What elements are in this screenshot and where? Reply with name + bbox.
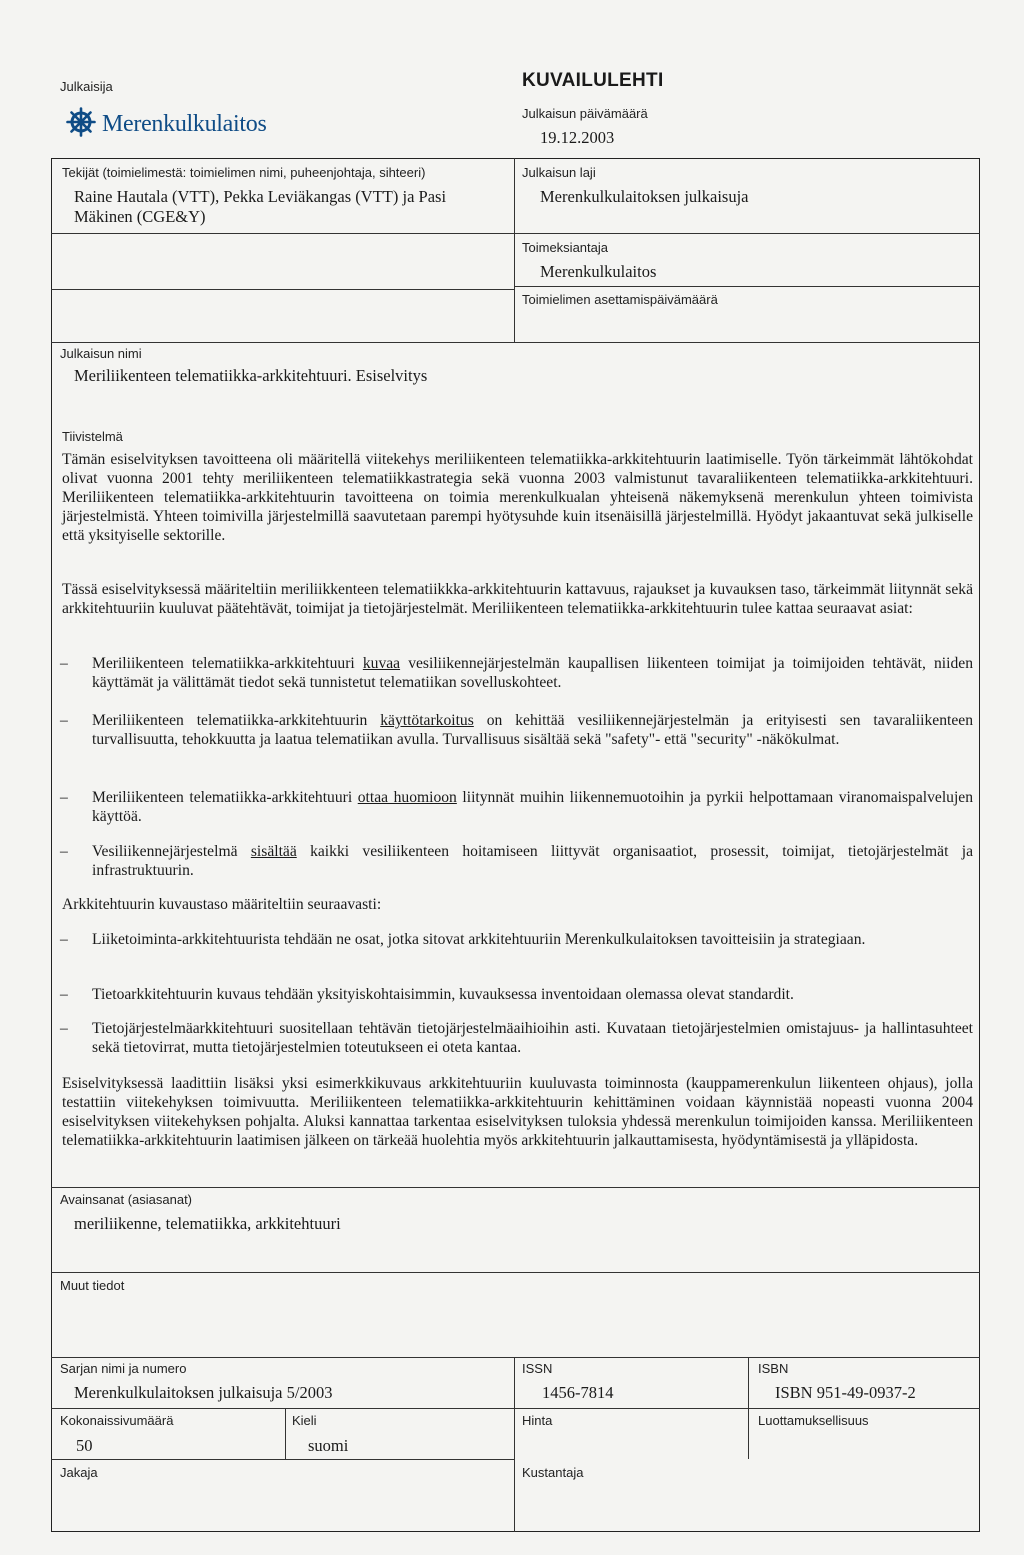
authors-value: Raine Hautala (VTT), Pekka Leviäkangas (VTT) ja Pasi Mäkinen (CGE&Y) xyxy=(74,187,447,226)
list-item: – Liiketoiminta-arkkitehtuurista tehdään ne osat, jotka sitovat arkkitehtuuriin Merenkulkulaitoksen tavoitteisiin ja strategiaan. xyxy=(60,931,866,948)
list-item: – Meriliikenteen telematiikka-arkkitehtuurin käyttötarkoitus on kehittää vesiliikennejärjestelmän ja erityisesti sen tavaraliikenteen turvallisuutta, tehokkuutta ja laatua telematiikan avulla. Turvallisuus sisältää sekä "safety"- että "security" -näkökulmat. xyxy=(60,712,974,748)
pub-date-value: 19.12.2003 xyxy=(540,128,615,147)
pages-label: Kokonaissivumäärä xyxy=(60,1413,174,1428)
publisher-label: Julkaisija xyxy=(60,79,113,94)
divider xyxy=(51,289,514,290)
divider xyxy=(51,1459,514,1460)
publisher-logo xyxy=(66,107,267,142)
title-value: Meriliikenteen telematiikka-arkkitehtuuri. Esiselvitys xyxy=(74,366,428,385)
distributor-label: Jakaja xyxy=(60,1465,98,1480)
pages-value: 50 xyxy=(76,1436,93,1455)
divider xyxy=(51,1187,980,1188)
title-label: Julkaisun nimi xyxy=(60,346,142,361)
publisher-logo-text: Merenkulkulaitos xyxy=(102,111,267,137)
divider xyxy=(51,342,980,343)
list-item: – Meriliikenteen telematiikka-arkkitehtuuri kuvaa vesiliikennejärjestelmän kaupallisen liikenteen toimijat ja toimijoiden tehtävät, niiden käyttämät ja välittämät tiedot sekä tunnistetut telematiikan sovelluskohteet. xyxy=(60,655,973,691)
isbn-label: ISBN xyxy=(758,1361,789,1376)
list-item: – Tietoarkkitehtuurin kuvaus tehdään yksityiskohtaisimmin, kuvauksessa inventoidaan olemassa olevat standardit. xyxy=(60,986,794,1003)
list-item: – Tietojärjestelmäarkkitehtuuri suositellaan tehtävän tietojärjestelmäaihioihin asti. Kuvataan tietojärjestelmien omistajuus- ja hallintasuhteet sekä tietovirrat, mutta tietojärjestelmien toteutukseen ei oteta kantaa. xyxy=(60,1020,973,1056)
list-item: – Meriliikenteen telematiikka-arkkitehtuuri ottaa huomioon liitynnät muihin liikennemuotoihin ja pyrkii helpottamaan viranomaispalvelujen käyttöä. xyxy=(60,789,973,825)
series-label: Sarjan nimi ja numero xyxy=(60,1361,187,1376)
issn-value: 1456-7814 xyxy=(542,1383,614,1402)
divider xyxy=(514,233,980,234)
series-value: Merenkulkulaitoksen julkaisuja 5/2003 xyxy=(74,1383,333,1402)
pub-type-value: Merenkulkulaitoksen julkaisuja xyxy=(540,187,749,206)
abstract-paragraph-3: Arkkitehtuurin kuvaustaso määriteltiin seuraavasti: xyxy=(62,896,382,913)
divider xyxy=(514,158,515,342)
authors-label: Tekijät (toimielimestä: toimielimen nimi, puheenjohtaja, sihteeri) xyxy=(62,165,426,180)
divider xyxy=(285,1408,286,1459)
other-info-label: Muut tiedot xyxy=(60,1278,125,1293)
issn-label: ISSN xyxy=(522,1361,553,1376)
price-label: Hinta xyxy=(522,1413,553,1428)
list-item: – Vesiliikennejärjestelmä sisältää kaikki vesiliikenteen hoitamiseen liittyvät organisaatiot, prosessit, toimijat, tietojärjestelmät ja infrastruktuurin. xyxy=(60,843,974,879)
keywords-label: Avainsanat (asiasanat) xyxy=(60,1192,193,1207)
abstract-paragraph-1: Tämän esiselvityksen tavoitteena oli määritellä viitekehys meriliikenteen telematiikka-arkkitehtuurin laatimiselle. Työn tärkeimmät lähtökohdat olivat vuonna 2001 tehty meriliikenteen telematiikkastrategia sekä vuonna 2003 valmistunut tavaraliikenteen telematiikka-arkkitehtuuri. Meriliikenteen telematiikka-arkkitehtuurin tavoitteena on toimia merenkulkualan yhteisenä näkemyksenä merenkulun yhteen toimivista järjestelmistä. Yhteen toimivilla järjestelmillä saavutetaan parempi hyötysuhde kuin itsenäisillä järjestelmillä. Hyödyt jakaantuvat sekä julkiselle että yksityiselle sektorille. xyxy=(62,451,973,544)
keywords-value: meriliikenne, telematiikka, arkkitehtuuri xyxy=(74,1214,341,1233)
divider xyxy=(51,1357,980,1358)
commissioner-value: Merenkulkulaitos xyxy=(540,262,657,281)
divider xyxy=(51,233,514,234)
divider xyxy=(514,1357,515,1532)
language-label: Kieli xyxy=(292,1413,317,1428)
abstract-label: Tiivistelmä xyxy=(62,429,123,444)
abstract-paragraph-2: Tässä esiselvityksessä määriteltiin meriliikkenteen telematiikkka-arkkitehtuurin kattavuus, rajaukset ja kuvauksen taso, tärkeimmät liitynnät sekä arkkitehtuuriin kuuluvat päätehtävät, toimijat ja tietojärjestelmät. Meriliikenteen telematiikka-arkkitehtuurin tulee kattaa seuraavat asiat: xyxy=(62,581,973,617)
ship-wheel-icon xyxy=(66,107,96,142)
confidentiality-label: Luottamuksellisuus xyxy=(758,1413,869,1428)
abstract-paragraph-4: Esiselvityksessä laadittiin lisäksi yksi esimerkkikuvaus arkkitehtuuriin kuuluvasta toiminnosta (kauppamerenkulun liikenteen ohjaus), jolla testattiin viitekehyksen toimivuutta. Meriliikenteen telematiikka-arkkitehtuurin kehittäminen voidaan käynnistää nopeasti vuonna 2004 esiselvityksen viitekehyksen pohjalta. Aluksi kannattaa tarkentaa esiselvityksen tuloksia yhdessä merenkulun toimijoiden kanssa. Meriliikenteen telematiikka-arkkitehtuurin laatimisen jälkeen on tärkeää huolehtia myös arkkitehtuurin jalkauttamisesta, hyödyntämisestä ja ylläpidosta. xyxy=(62,1075,973,1149)
divider xyxy=(51,1272,980,1273)
body-set-date-label: Toimielimen asettamispäivämäärä xyxy=(522,292,718,307)
language-value: suomi xyxy=(308,1436,349,1455)
divider xyxy=(514,286,980,287)
pub-type-label: Julkaisun laji xyxy=(522,165,596,180)
divider xyxy=(748,1357,749,1459)
doc-type-title: KUVAILULEHTI xyxy=(522,70,664,91)
pub-date-label: Julkaisun päivämäärä xyxy=(522,106,648,121)
isbn-value: ISBN 951-49-0937-2 xyxy=(775,1383,916,1402)
publisher-label-bottom: Kustantaja xyxy=(522,1465,584,1480)
divider xyxy=(51,1408,980,1409)
commissioner-label: Toimeksiantaja xyxy=(522,240,608,255)
